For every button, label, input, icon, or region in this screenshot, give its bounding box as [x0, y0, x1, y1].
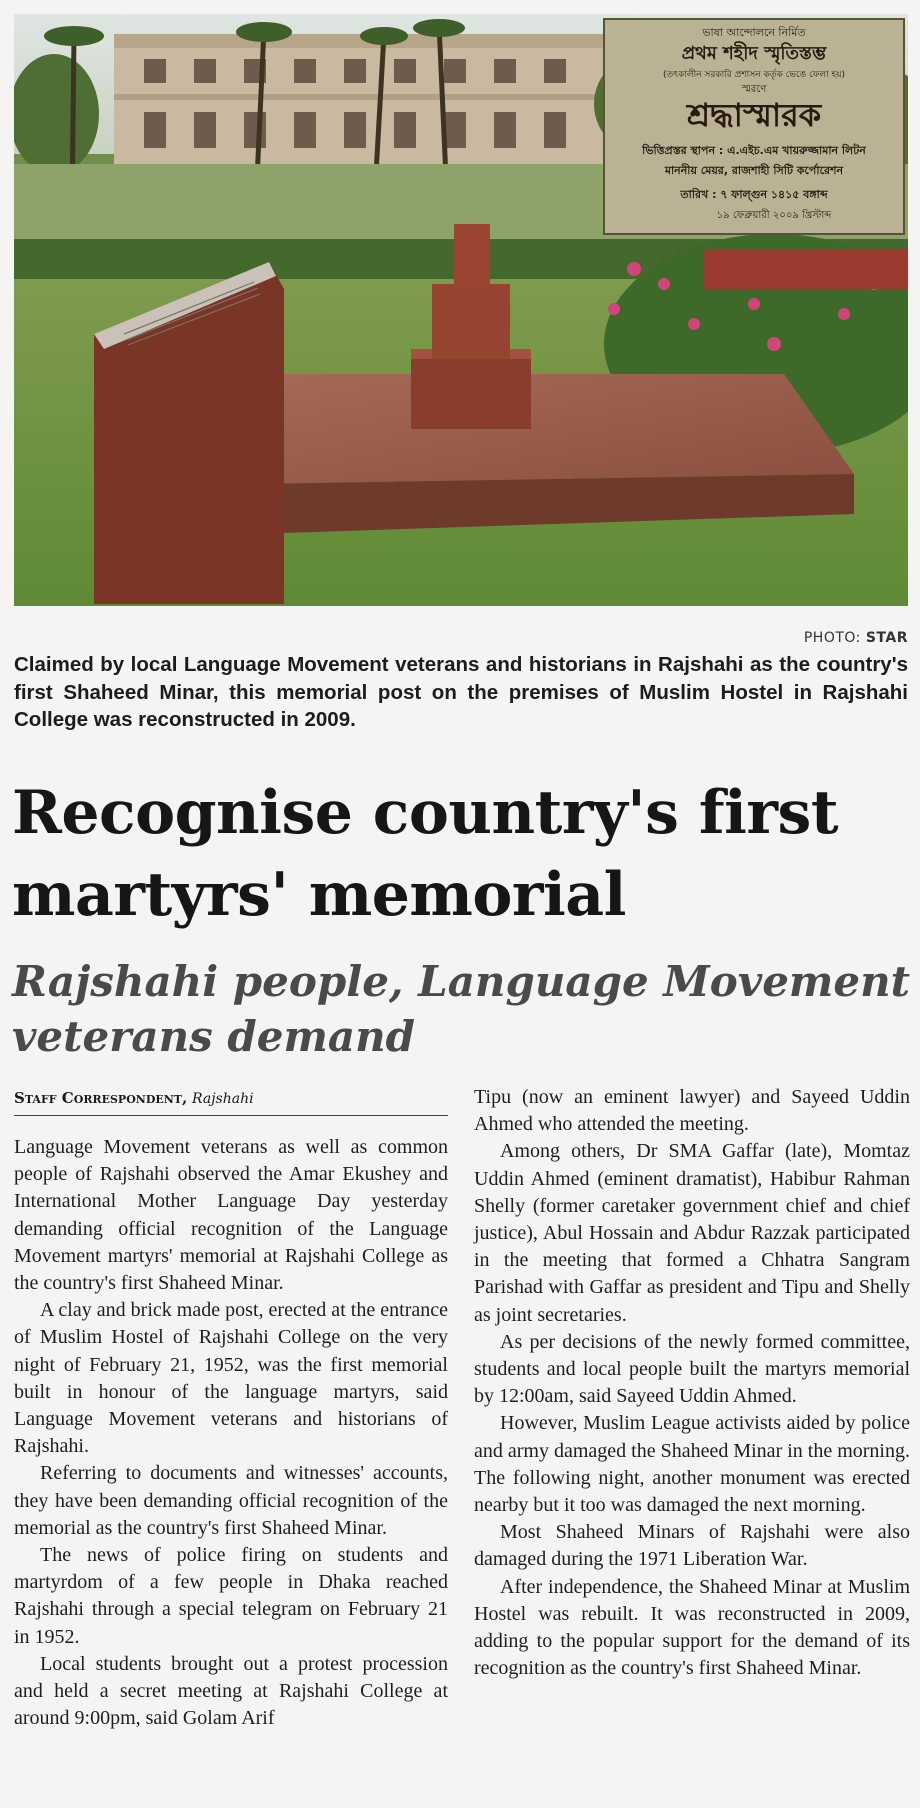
- photo-credit-source: STAR: [865, 630, 908, 646]
- college-building: [114, 34, 614, 164]
- paragraph: After independence, the Shaheed Minar at Muslim Hostel was rebuilt. It was reconstructed in 2009, adding to the popular support for the demand of its recognition as the country's first Shaheed Minar.: [474, 1575, 910, 1680]
- sign-line-7: মাননীয় মেয়র, রাজশাহী সিটি কর্পোরেশন: [664, 164, 844, 177]
- paragraph: Referring to documents and witnesses' accounts, they have been demanding official recognition of the memorial as the country's first Shaheed Minar.: [14, 1462, 448, 1539]
- sign-line-9: ১৯ ফেব্রুয়ারী ২০০৯ খ্রিস্টাব্দ: [716, 210, 832, 221]
- paragraph: The news of police firing on students and martyrdom of a few people in Dhaka reached Rajshahi through a special telegram on February 21 in 1952.: [14, 1544, 448, 1648]
- sign-line-2: প্রথম শহীদ স্মৃতিস্তম্ভ: [681, 43, 827, 64]
- sign-line-4: স্মরণে: [741, 84, 767, 95]
- photo-credit: [804, 630, 908, 646]
- bengali-sign-board: [604, 19, 904, 234]
- sign-line-5: শ্রদ্ধাস্মারক: [686, 96, 822, 134]
- sign-line-3: (তৎকালীন সরকারি প্রশাসন কর্তৃক ভেঙে ফেলা হয়): [662, 70, 846, 80]
- paragraph: However, Muslim League activists aided by police and army damaged the Shaheed Minar in the morning. The following night, another monument was erected nearby but it too was damaged the next morning.: [474, 1412, 910, 1517]
- memorial-photo: [14, 14, 908, 606]
- article-column-1: [14, 1134, 448, 1732]
- paragraph: Among others, Dr SMA Gaffar (late), Momtaz Uddin Ahmed (eminent dramatist), Habibur Rahman Shelly (former caretaker government chief and chief justice), Abul Hossain and Abdur Razzak participated in the meeting that formed a Chhatra Sangram Parishad with Gaffar as president and Tipu and Shelly as joint secretaries.: [474, 1140, 910, 1326]
- paragraph: As per decisions of the newly formed committee, students and local people built the martyrs memorial by 12:00am, said Sayeed Uddin Ahmed.: [474, 1330, 910, 1408]
- photo-credit-label: PHOTO:: [803, 630, 861, 646]
- paragraph: A clay and brick made post, erected at the entrance of Muslim Hostel of Rajshahi College on the very night of February 21, 1952, was the first memorial built in honour of the language martyrs, said Language Movement veterans and historians of Rajshahi.: [14, 1299, 448, 1458]
- sign-line-1: ভাষা আন্দোলনে নির্মিত: [702, 26, 806, 39]
- sign-line-6: ভিত্তিপ্রস্তর স্থাপন : এ.এইচ.এম খায়রুজ্জামান লিটন: [642, 144, 866, 157]
- article-column-2: [474, 1084, 910, 1682]
- headline: Recognise country's first martyrs' memorial: [12, 778, 839, 930]
- paragraph: Local students brought out a protest procession and held a secret meeting at Rajshahi College at around 9:00pm, said Golam Arif: [14, 1652, 448, 1730]
- paragraph: Language Movement veterans as well as common people of Rajshahi observed the Amar Ekushey and International Mother Language Day yesterday demanding official recognition of the Language Movement martyrs' memorial at Rajshahi College as the country's first Shaheed Minar.: [14, 1136, 448, 1295]
- byline-staff: Staff Correspondent,: [14, 1089, 188, 1107]
- memorial-illustration: [14, 14, 908, 606]
- subheadline: Rajshahi people, Language Movement veterans demand: [12, 957, 911, 1061]
- paragraph: Most Shaheed Minars of Rajshahi were also damaged during the 1971 Liberation War.: [474, 1521, 910, 1571]
- paragraph: Tipu (now an eminent lawyer) and Sayeed Uddin Ahmed who attended the meeting.: [474, 1086, 910, 1136]
- byline-location: Rajshahi: [192, 1091, 254, 1107]
- photo-caption: Claimed by local Language Movement veterans and historians in Rajshahi as the country's first Shaheed Minar, this memorial post on the premises of Muslim Hostel in Rajshahi College was reconstructed in 2009.: [14, 653, 908, 731]
- sign-line-8: তারিখ : ৭ ফাল্গুন ১৪১৫ বঙ্গাব্দ: [680, 188, 828, 201]
- byline: [14, 1088, 448, 1116]
